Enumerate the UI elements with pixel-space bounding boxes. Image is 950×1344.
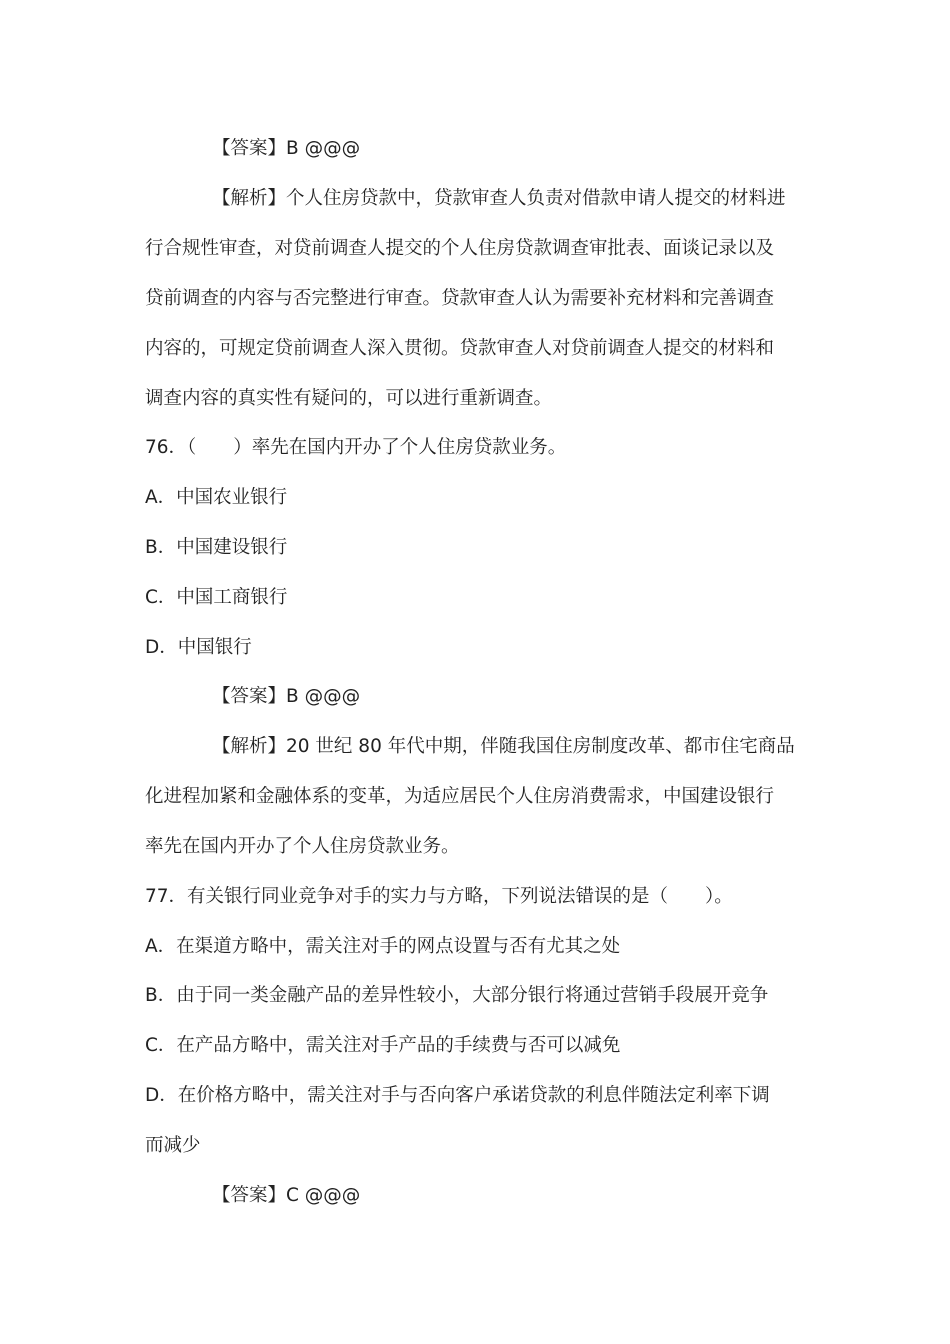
option-d: D．中国银行	[145, 637, 252, 658]
question-76: 76．（ ）率先在国内开办了个人住房贷款业务。	[145, 437, 567, 458]
analysis-line: 【解析】20 世纪 80 年代中期，伴随我国住房制度改革、都市住宅商品	[212, 736, 795, 757]
option-a: A．在渠道方略中，需关注对手的网点设置与否有尤其之处	[145, 936, 621, 957]
analysis-line: 贷前调查的内容与否完整进行审查。贷款审查人认为需要补充材料和完善调查	[145, 288, 775, 309]
analysis-line: 【解析】个人住房贷款中，贷款审查人负责对借款申请人提交的材料进	[212, 188, 786, 209]
analysis-line: 化进程加紧和金融体系的变革，为适应居民个人住房消费需求，中国建设银行	[145, 786, 775, 807]
option-c: C．在产品方略中，需关注对手产品的手续费与否可以减免	[145, 1035, 621, 1056]
analysis-line: 率先在国内开办了个人住房贷款业务。	[145, 836, 460, 857]
answer-line: 【答案】B @@@	[212, 686, 361, 707]
option-b: B．由于同一类金融产品的差异性较小，大部分银行将通过营销手段展开竞争	[145, 985, 769, 1006]
analysis-line: 内容的，可规定贷前调查人深入贯彻。贷款审查人对贷前调查人提交的材料和	[145, 338, 775, 359]
option-d-continued: 而减少	[145, 1135, 201, 1156]
option-b: B．中国建设银行	[145, 537, 288, 558]
question-77: 77．有关银行同业竞争对手的实力与方略，下列说法错误的是（ ）。	[145, 886, 733, 907]
answer-line: 【答案】C @@@	[212, 1185, 361, 1206]
analysis-line: 调查内容的真实性有疑问的，可以进行重新调查。	[145, 388, 553, 409]
option-a: A．中国农业银行	[145, 487, 288, 508]
option-d: D．在价格方略中，需关注对手与否向客户承诺贷款的利息伴随法定利率下调	[145, 1085, 770, 1106]
analysis-line: 行合规性审查，对贷前调查人提交的个人住房贷款调查审批表、面谈记录以及	[145, 238, 775, 259]
answer-line: 【答案】B @@@	[212, 138, 361, 159]
option-c: C．中国工商银行	[145, 587, 288, 608]
